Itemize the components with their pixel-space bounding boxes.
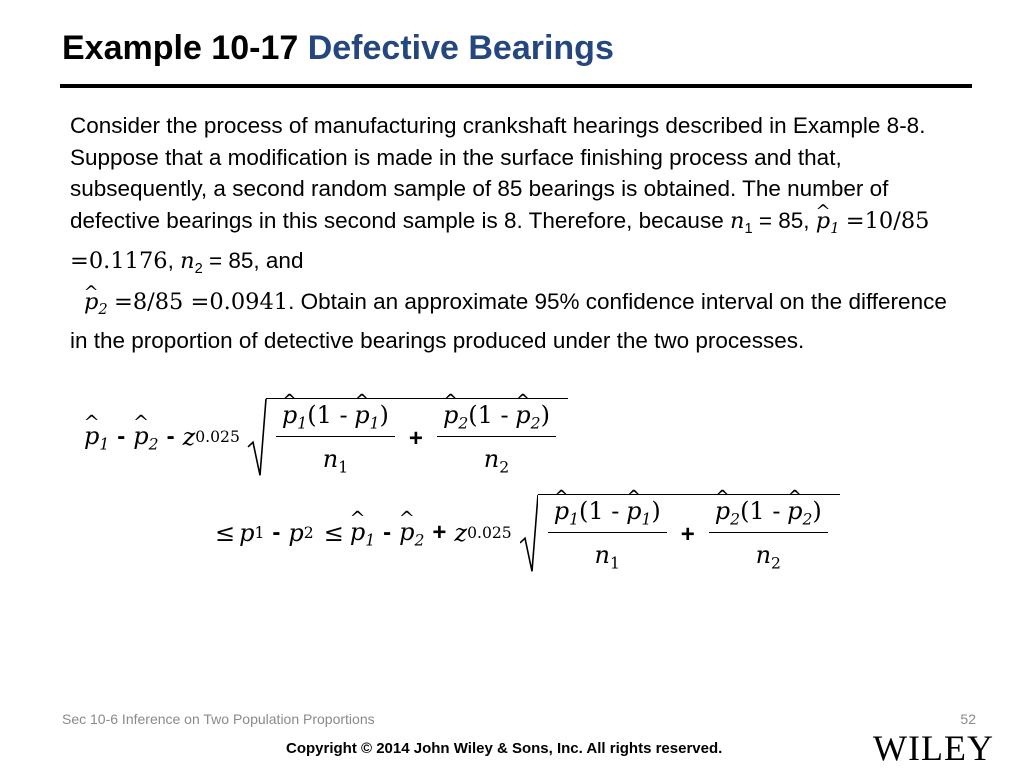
n2-var: n bbox=[180, 248, 195, 275]
p1-hat-inline: ^ $p_1$ bbox=[816, 208, 840, 234]
n1-sub: 1 bbox=[744, 220, 753, 237]
problem-statement bbox=[70, 110, 960, 357]
title-divider bbox=[60, 84, 972, 88]
confidence-interval-formula-lower: ^ $p_1$ - ^ $p_2$ - z 0.025 ^ $\frac{p_1(1 - \^{} p_1)}{n_1}$ + ^ $\frac{p_2(1 - \^{} p_2)}{n_2}$ bbox=[84, 398, 568, 477]
page-number: 52 bbox=[960, 711, 976, 727]
p2-hat-inline: ^ $p_2$ bbox=[84, 289, 108, 315]
wiley-logo: WILEY bbox=[873, 728, 994, 768]
n2-sub: 2 bbox=[194, 261, 203, 278]
title-main: Example 10-17 bbox=[62, 29, 299, 67]
p2-hat-value: =8/85 =0.0941 bbox=[113, 288, 289, 315]
confidence-interval-formula-upper: ≤ p 1 - p 2 ≤ ^ $p_1$ - ^ $p_2$ + z 0.025 ^ $\frac{p_1(1 - \^{} p_1)}{n_1}$ + ^ $\frac{p_2(1 - \^{} p_2)}{n_2}$ bbox=[215, 494, 840, 573]
p1-hat-value: =10/85 =0.1176 bbox=[70, 207, 930, 275]
copyright-notice: Copyright © 2014 John Wiley & Sons, Inc. All rights reserved. bbox=[286, 740, 723, 757]
text-rest: . Obtain an approximate 95% confidence interval on the difference in the proportion of detective bearings produced under the two processes. bbox=[70, 288, 947, 354]
text-comma: , bbox=[167, 248, 181, 274]
text-intro: Consider the process of manufacturing crankshaft hearings described in Example 8-8. Suppose that a modification is made in the surface finishing process and that, subsequently, a second random sample of 85 bearings is obtained. The number of defective bearings in this second sample is 8. Therefore, because bbox=[70, 113, 926, 233]
footer-section: Sec 10-6 Inference on Two Population Proportions bbox=[62, 711, 375, 727]
slide-title bbox=[62, 26, 614, 70]
text-eq-85-a: = 85, bbox=[752, 207, 816, 233]
title-accent: Defective Bearings bbox=[307, 29, 614, 67]
text-eq-85-b: = 85, and bbox=[202, 248, 304, 274]
n1-var: n bbox=[729, 207, 745, 234]
problem-paragraph bbox=[70, 110, 960, 357]
